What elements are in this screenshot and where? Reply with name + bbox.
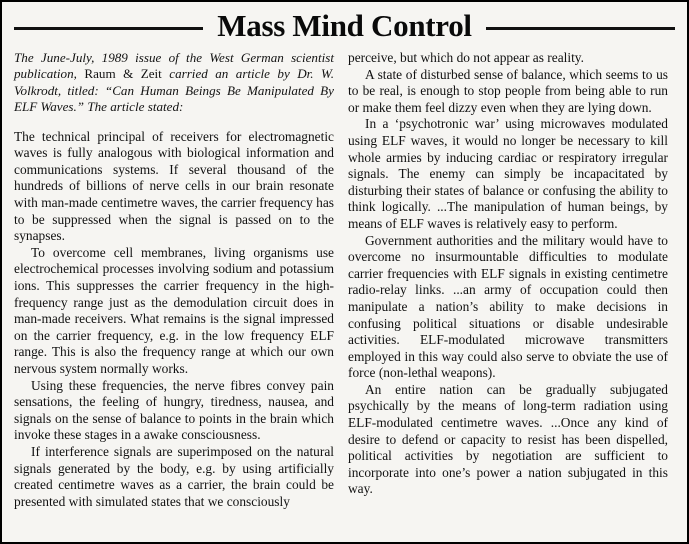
body-paragraph-continuation: perceive, but which do not appear as reality. — [348, 50, 584, 65]
intro-text-part1: The June-July, 1989 issue of the West German scientist publication, — [14, 50, 334, 82]
article-columns — [2, 50, 687, 540]
intro-paragraph — [14, 50, 334, 116]
intro-text-part2: carried an article by Dr. W. Volkrodt, titled: “Can Human Beings Be Manipulated By ELF Waves.” The article stated: — [14, 66, 334, 115]
body-paragraph: Using these frequencies, the nerve fibres convey pain sensations, the feeling of hungry, tiredness, nausea, and signals on the sense of balance to points in the brain which invoke these stages in a awake consciousness. — [14, 377, 334, 443]
body-paragraph: To overcome cell membranes, living organisms use electrochemical processes involving sodium and potassium ions. This suppresses the carrier frequency in the high-frequency range just as the demodulation circuit does in man-made receivers. What remains is the signal impressed on the carrier frequency, e.g. in the low frequency ELF range. This is also the frequency range at which our own nervous system normally works. — [14, 244, 334, 376]
column-left — [14, 50, 341, 534]
body-paragraph: A state of disturbed sense of balance, which seems to us to be real, is enough to stop people from being able to run or make them feel dizzy even when they are lying down. — [348, 66, 668, 115]
body-paragraph: An entire nation can be gradually subjugated psychically by the means of long-term radiation using ELF-modulated centimetre waves. ...Once any kind of desire to defend or capacity to resist has been dispelled, political activities by negotiation are sufficient to incorporate into one’s power a nation subjugated in this way. — [348, 381, 668, 497]
body-paragraph: If interference signals are superimposed on the natural signals generated by the body, e.g. by using artificially created centimetre waves as a carrier, the brain could be presented with simulated states that we consciously — [14, 443, 334, 509]
masthead — [2, 2, 687, 50]
body-paragraph: In a ‘psychotronic war’ using microwaves modulated using ELF waves, it would no longer be necessary to kill whole armies by inducing cardiac or respiratory irregular signals. The enemy can simply be incapacitated by disturbing their states of balance or confusing the ability to think logically. ...The manipulation of human beings, by means of ELF waves is relatively easy to perform. — [348, 116, 668, 231]
masthead-rule-left — [14, 27, 203, 30]
body-paragraph: Government authorities and the military would have to overcome no insurmountable difficulties to modulate carrier frequencies with ELF signals in existing centimetre radio-relay links. ...an army of occupation could then manipulate a nation’s ability to make decisions in confusing political situations or disable undesirable activities. ELF-modulated microwave transmitters employed in this way could also serve to obviate the use of force (non-lethal weapons). — [348, 232, 668, 381]
column-right — [341, 50, 668, 534]
masthead-rule-right — [486, 27, 675, 30]
page-title: Mass Mind Control — [217, 8, 472, 43]
body-paragraph: The technical principal of receivers for electromagnetic waves is fully analogous with biological information and communications systems. If several thousand of the hundreds of billions of nerve cells in our brain resonate with man-made centimetre waves, the carrier frequency has to be suppressed when the signal is passed on to the synapses. — [14, 128, 334, 244]
publication-name: Raum & Zeit — [84, 66, 162, 82]
